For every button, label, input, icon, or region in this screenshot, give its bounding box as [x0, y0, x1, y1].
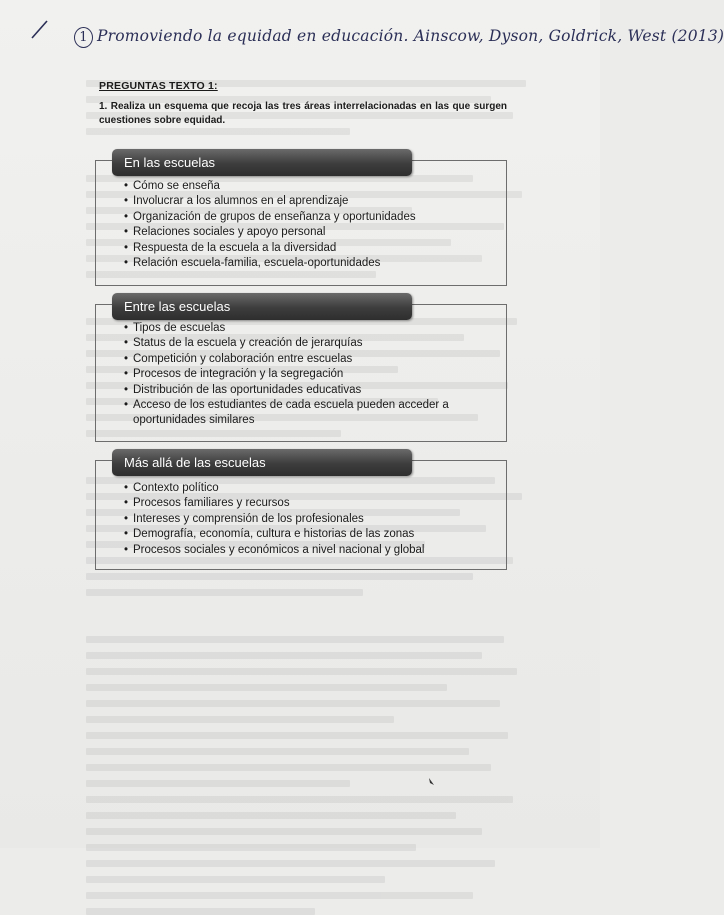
box-en-las-escuelas [95, 155, 507, 286]
item-list [124, 321, 453, 429]
list-item: • Tipos de escuelas [124, 321, 453, 336]
list-item: • Respuesta de la escuela a la diversidad [124, 241, 416, 256]
box-entre-las-escuelas [95, 299, 507, 442]
box-title: Entre las escuelas [112, 293, 412, 320]
list-item: • Procesos de integración y la segregación [124, 367, 453, 382]
list-item: • Demografía, economía, cultura e historias de las zonas [124, 527, 425, 542]
list-item: • Intereses y comprensión de los profesionales [124, 512, 425, 527]
item-list [124, 179, 416, 271]
pen-stroke-mark [30, 18, 50, 40]
box-mas-alla-de-las-escuelas [95, 455, 507, 570]
small-ink-mark [428, 777, 436, 787]
list-item: • Cómo se enseña [124, 179, 416, 194]
list-item: • Relación escuela-familia, escuela-oportunidades [124, 256, 416, 271]
list-item: • Acceso de los estudiantes de cada escuela pueden acceder a oportunidades similares [124, 398, 453, 429]
list-item: • Competición y colaboración entre escuelas [124, 352, 453, 367]
list-item: • Procesos familiares y recursos [124, 496, 425, 511]
item-list [124, 481, 425, 558]
box-title: En las escuelas [112, 149, 412, 176]
circled-number: 1 [74, 27, 93, 48]
question-text: 1. Realiza un esquema que recoja las tres áreas interrelacionadas en las que surgen cuestiones sobre equidad. [99, 101, 507, 126]
list-item: • Involucrar a los alumnos en el aprendizaje [124, 194, 416, 209]
list-item: • Procesos sociales y económicos a nivel nacional y global [124, 543, 425, 558]
handwritten-heading-text: Promoviendo la equidad en educación. Ainscow, Dyson, Goldrick, West (2013) [97, 27, 724, 45]
section-label: PREGUNTAS TEXTO 1: [99, 80, 218, 92]
box-title: Más allá de las escuelas [112, 449, 412, 476]
list-item: • Status de la escuela y creación de jerarquías [124, 336, 453, 351]
list-item: • Contexto político [124, 481, 425, 496]
list-item: • Relaciones sociales y apoyo personal [124, 225, 416, 240]
handwritten-heading [74, 27, 724, 48]
list-item: • Organización de grupos de enseñanza y oportunidades [124, 210, 416, 225]
list-item: • Distribución de las oportunidades educativas [124, 383, 453, 398]
